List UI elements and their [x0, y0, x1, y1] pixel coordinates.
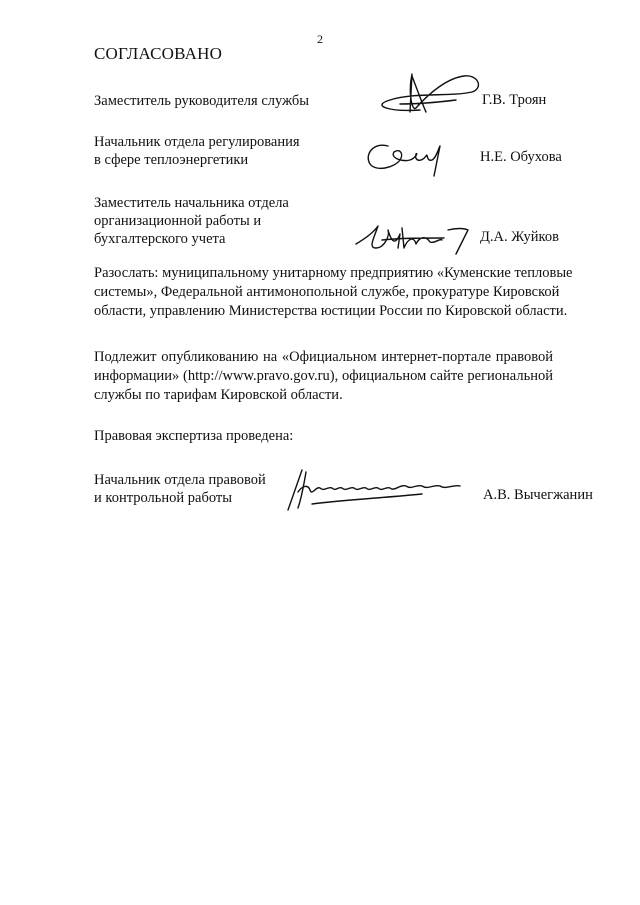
approval-role-2	[94, 133, 300, 169]
publication-line: службы по тарифам Кировской области.	[94, 387, 343, 403]
legal-review-statement: Правовая экспертиза проведена:	[94, 428, 294, 444]
distribution-line: области, управлению Министерства юстиции России по Кировской области.	[94, 303, 568, 319]
role-line: Начальник отдела правовой	[94, 472, 266, 488]
approval-name-3: Д.А. Жуйков	[480, 229, 559, 245]
approval-name-1: Г.В. Троян	[482, 92, 547, 108]
approval-name-2: Н.Е. Обухова	[480, 149, 562, 165]
role-line: в сфере теплоэнергетики	[94, 152, 249, 168]
signature-zhuikov	[352, 214, 477, 259]
approval-role-3	[94, 194, 289, 248]
publication-paragraph	[94, 348, 553, 405]
role-line: бухгалтерского учета	[94, 231, 226, 247]
distribution-line: системы», Федеральной антимонопольной службе, прокуратуре Кировской	[94, 284, 560, 300]
signature-obukhova	[360, 132, 460, 182]
role-line: и контрольной работы	[94, 490, 232, 506]
role-line: организационной работы и	[94, 213, 262, 229]
role-line: Заместитель руководителя службы	[94, 93, 310, 109]
distribution-line: Разослать: муниципальному унитарному предприятию «Куменские тепловые	[94, 265, 573, 281]
approval-role-1	[94, 92, 309, 110]
page-number: 2	[317, 32, 323, 46]
approval-heading: СОГЛАСОВАНО	[94, 44, 223, 63]
legal-review-role	[94, 471, 266, 507]
signature-troyan	[360, 52, 490, 122]
legal-review-name: А.В. Вычегжанин	[483, 487, 593, 503]
role-line: Начальник отдела регулирования	[94, 134, 300, 150]
role-line: Заместитель начальника отдела	[94, 195, 289, 211]
publication-line: информации» (http://www.pravo.gov.ru), официальном сайте региональной	[94, 368, 553, 384]
publication-line: Подлежит опубликованию на «Официальном интернет-портале правовой	[94, 349, 553, 365]
distribution-paragraph	[94, 264, 573, 321]
signature-vychegzhanin	[282, 464, 472, 514]
